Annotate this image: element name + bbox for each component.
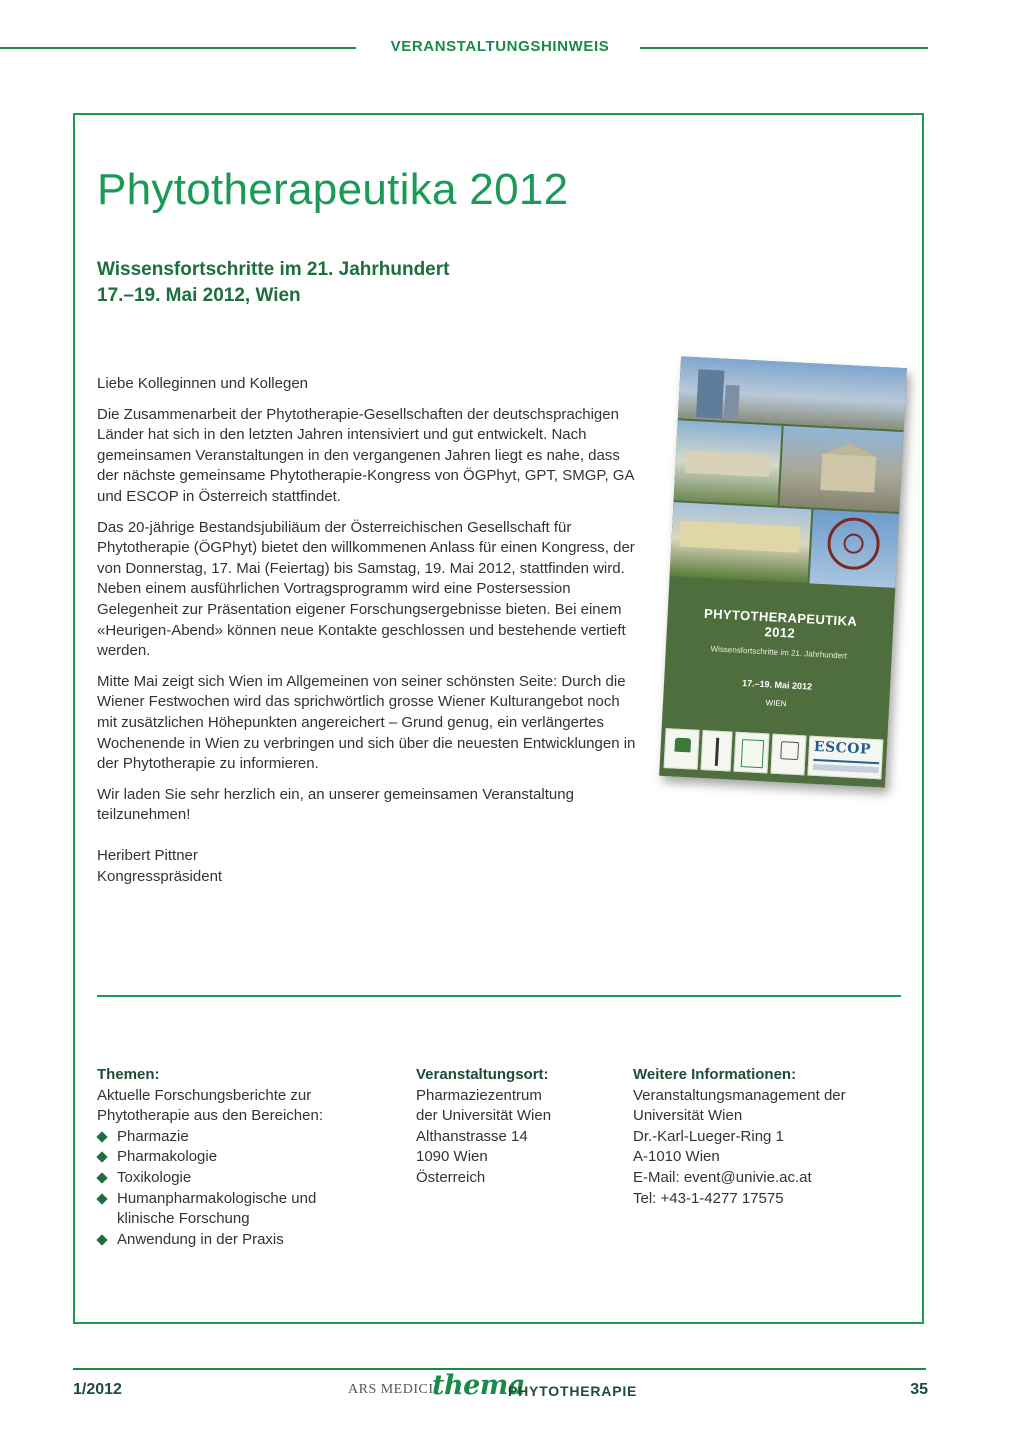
brochure-city: WIEN bbox=[765, 698, 787, 709]
escop-logo bbox=[807, 736, 883, 780]
list-item: Anwendung in der Praxis bbox=[97, 1230, 397, 1251]
veranstaltungsort-column bbox=[416, 1065, 616, 1189]
event-subtitle bbox=[97, 257, 449, 309]
themen-column bbox=[97, 1065, 397, 1250]
schoenbrunn-photo bbox=[670, 502, 812, 583]
diamond-bullet-icon bbox=[96, 1152, 107, 1163]
list-item: Toxikologie bbox=[97, 1168, 397, 1189]
brochure-image bbox=[659, 356, 907, 787]
diamond-bullet-icon bbox=[96, 1131, 107, 1142]
escop-logo-text: ESCOP bbox=[813, 738, 872, 758]
header-rule-left bbox=[0, 47, 356, 49]
ort-line: 1090 Wien bbox=[416, 1148, 488, 1166]
email-link[interactable]: E-Mail: event@univie.ac.at bbox=[633, 1168, 812, 1186]
riesenrad-photo bbox=[809, 510, 899, 588]
oegphyt-logo bbox=[664, 728, 700, 770]
weitere-line: Universität Wien bbox=[633, 1107, 743, 1125]
ort-line: der Universität Wien bbox=[416, 1107, 552, 1125]
themen-intro-2: Phytotherapie aus den Bereichen: bbox=[97, 1107, 323, 1125]
themen-intro-1: Aktuelle Forschungsberichte zur bbox=[97, 1086, 312, 1104]
brochure-title-line-2: 2012 bbox=[764, 624, 796, 641]
smgp-logo bbox=[733, 732, 769, 774]
weitere-line: Dr.-Karl-Lueger-Ring 1 bbox=[633, 1127, 784, 1145]
list-item: Humanpharmakologische und klinische Forschung bbox=[97, 1189, 367, 1230]
brochure-title bbox=[667, 604, 894, 646]
brochure-title-line-1: PHYTOTHERAPEUTIKA bbox=[703, 605, 858, 629]
brochure-date: 17.–19. Mai 2012 bbox=[741, 678, 813, 692]
letter-paragraph-2: Das 20-jährige Bestandsjubiliäum der Österreichischen Gesellschaft für Phytotherapie (ÖGPhyt) bietet den willkommenen Anlass für einen Kongress, der von Donnerstag, 17. Mai (Feiertag) bis Samstag, 19. Mai 2012, stattfinden wird. Neben einem ausführlichen Vortragsprogramm wird eine Postersession Gelegenheit zur Präsentation eigener Forschungsergebnisse bieten. Bei einem «Heurigen-Abend» können neue Kontakte geschlossen und bestehende vertieft werden. bbox=[97, 518, 635, 660]
gpt-logo bbox=[701, 730, 733, 772]
letter-paragraph-3: Mitte Mai zeigt sich Wien im Allgemeinen von seiner schönsten Seite: Durch die Wiener Festwochen wird das sprichwörtlich grosse Wiener Kulturangebot noch mit zusätzlichen Höhepunkten angereichert – Grund genug, ein verlängertes Wochenende in Wien zu verbringen und sich über die neuesten Entwicklungen in der Phytotherapie zu informieren. bbox=[97, 672, 636, 773]
brochure-subtitle: Wissensfortschritte im 21. Jahrhundert bbox=[710, 644, 848, 661]
section-label: VERANSTALTUNGSHINWEIS bbox=[390, 38, 610, 55]
letter-body bbox=[97, 374, 637, 836]
letter-greeting: Liebe Kolleginnen und Kollegen bbox=[97, 375, 309, 392]
parliament-photo bbox=[779, 426, 903, 512]
subtitle-line-2: 17.–19. Mai 2012, Wien bbox=[97, 285, 301, 306]
diamond-bullet-icon bbox=[96, 1172, 107, 1183]
diamond-bullet-icon bbox=[96, 1193, 107, 1204]
brand-ars-medici: ARS MEDICI bbox=[348, 1382, 434, 1397]
page-number: 35 bbox=[910, 1381, 928, 1398]
letter-paragraph-1: Die Zusammenarbeit der Phytotherapie-Gesellschaften der deutschsprachigen Länder hat sich in den letzten Jahren intensiviert und gut entwickelt. Nach gemeinsamen Veranstaltungen in den vergangenen Jahren liegt es nahe, dass der nächste gemeinsame Phytotherapie-Kongress von ÖGPhyt, GPT, SMGP, GA und ESCOP in Österreich stattfindet. bbox=[97, 405, 634, 505]
weitere-informationen-column bbox=[633, 1065, 903, 1209]
list-item: Pharmakologie bbox=[97, 1147, 397, 1168]
subtitle-line-1: Wissensfortschritte im 21. Jahrhundert bbox=[97, 259, 450, 280]
society-logos bbox=[664, 728, 884, 779]
info-separator bbox=[97, 995, 901, 997]
ort-line: Althanstrasse 14 bbox=[416, 1127, 528, 1145]
phone-number: Tel: +43-1-4277 17575 bbox=[633, 1189, 784, 1207]
ort-line: Österreich bbox=[416, 1168, 486, 1186]
ga-logo bbox=[770, 734, 806, 776]
letter-paragraph-4: Wir laden Sie sehr herzlich ein, an unserer gemeinsamen Veranstaltung teilzunehmen! bbox=[97, 785, 574, 824]
belvedere-photo bbox=[674, 420, 782, 505]
brand-thema: thema bbox=[432, 1370, 525, 1401]
brochure-cover bbox=[659, 356, 907, 787]
page-title: Phytotherapeutika 2012 bbox=[97, 165, 569, 214]
header-rule-right bbox=[640, 47, 928, 49]
vienna-skyline-photo bbox=[678, 356, 907, 430]
weitere-heading: Weitere Informationen: bbox=[633, 1066, 797, 1083]
list-item: Pharmazie bbox=[97, 1127, 397, 1148]
section-header bbox=[0, 38, 1024, 58]
ort-heading: Veranstaltungsort: bbox=[416, 1066, 549, 1083]
signature-name: Heribert Pittner bbox=[97, 847, 198, 864]
themen-heading: Themen: bbox=[97, 1066, 160, 1083]
ort-line: Pharmaziezentrum bbox=[416, 1086, 542, 1104]
weitere-line: A-1010 Wien bbox=[633, 1148, 720, 1166]
signature bbox=[97, 845, 222, 887]
diamond-bullet-icon bbox=[96, 1234, 107, 1245]
signature-role: Kongresspräsident bbox=[97, 868, 223, 885]
weitere-line: Veranstaltungsmanagement der bbox=[633, 1086, 846, 1104]
issue-number: 1/2012 bbox=[73, 1381, 122, 1398]
footer-section: PHYTOTHERAPIE bbox=[508, 1383, 638, 1399]
